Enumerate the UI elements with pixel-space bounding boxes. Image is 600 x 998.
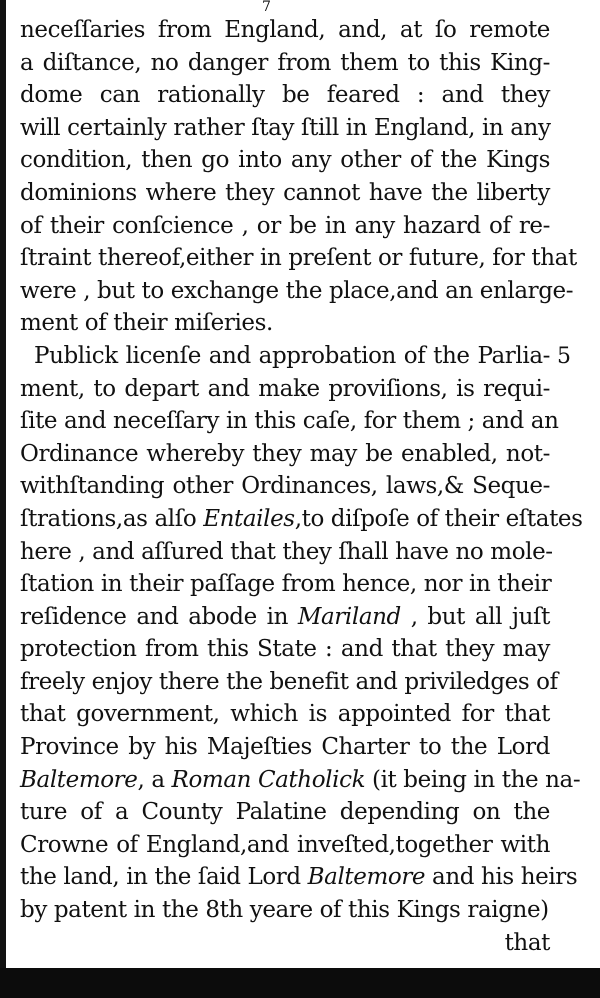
- text-segment: will certainly rather ſtay ſtill in England, in any: [20, 114, 551, 141]
- text-line: [20, 764, 581, 797]
- catchword: that: [504, 929, 550, 956]
- text-line: [20, 177, 550, 210]
- text-line: [20, 601, 550, 634]
- text-segment: neceſſaries from England, and, at ſo remote: [20, 17, 550, 43]
- text-line: [20, 666, 558, 699]
- text-line: [20, 731, 550, 764]
- text-segment: Province by his Majeſties Charter to the Lord: [20, 734, 550, 761]
- text-line: [20, 861, 578, 894]
- text-segment: ,to diſpoſe of their eſtates: [294, 505, 583, 532]
- text-line: [20, 405, 559, 438]
- text-line: [20, 307, 550, 340]
- text-segment: ſtraint thereof,either in preſent or future, for that: [20, 245, 577, 272]
- text-segment: protection from this State : and that they may: [20, 636, 550, 663]
- text-segment: ſtation in their paſſage from hence, nor in their: [20, 571, 552, 598]
- text-segment: that government, which is appointed for that: [20, 701, 550, 728]
- text-segment: dome can rationally be feared : and they: [20, 82, 550, 109]
- text-segment: and his heirs: [425, 864, 578, 891]
- text-line: [20, 144, 550, 177]
- text-segment: freely enjoy there the benefit and priviledges of: [20, 668, 558, 695]
- text-line: [20, 536, 553, 569]
- text-segment: withſtanding other Ordinances, laws,& Seque-: [20, 473, 550, 500]
- italic-text: Baltemore: [307, 864, 426, 891]
- text-line: [20, 47, 550, 80]
- scan-edge-bottom: [0, 968, 600, 998]
- text-line: [20, 503, 583, 536]
- text-segment: condition, then go into any other of the Kings: [20, 147, 550, 174]
- text-segment: Publick licenſe and approbation of the Parlia-: [34, 342, 550, 369]
- body-text: [20, 14, 583, 959]
- text-line: [20, 633, 550, 666]
- text-segment: ſtrations,as alſo: [20, 505, 204, 532]
- text-line: [20, 470, 550, 503]
- text-line: [20, 242, 577, 275]
- text-segment: here , and aſſured that they ſhall have no mole-: [20, 538, 553, 565]
- text-segment: dominions where they cannot have the liberty: [20, 179, 550, 206]
- text-segment: a diſtance, no danger from them to this King-: [20, 49, 550, 76]
- text-line: [20, 829, 550, 862]
- text-segment: were , but to exchange the place,and an enlarge-: [20, 277, 574, 304]
- text-segment: the land, in the ſaid Lord: [20, 864, 308, 891]
- text-line: [20, 112, 550, 145]
- text-line: [20, 438, 550, 471]
- italic-text: Mariland: [297, 603, 401, 630]
- scan-edge-left: [0, 0, 6, 998]
- italic-text: Roman Catholick: [171, 766, 366, 793]
- text-segment: ture of a County Palatine depending on the: [20, 799, 550, 826]
- page-mark: 7: [262, 0, 271, 15]
- text-segment: Crowne of England,and inveſted,together with: [20, 831, 550, 858]
- margin-number: 5: [557, 344, 571, 369]
- text-segment: , but all juſt: [400, 603, 550, 630]
- text-line: [20, 275, 574, 308]
- text-line: [20, 210, 550, 243]
- text-segment: Ordinance whereby they may be enabled, not-: [20, 440, 550, 467]
- text-line: [20, 568, 550, 601]
- text-segment: ſite and neceſſary in this caſe, for them ; and an: [20, 408, 559, 435]
- italic-text: Entailes: [203, 505, 295, 532]
- text-line: [20, 698, 550, 731]
- text-segment: (it being in the na-: [365, 766, 581, 793]
- text-segment: ment, to depart and make proviſions, is requi-: [20, 375, 550, 402]
- text-line: [20, 894, 550, 927]
- text-segment: by patent in the 8th yeare of this Kings raigne): [20, 897, 549, 924]
- text-line: [20, 14, 550, 47]
- text-segment: of their conſcience , or be in any hazard of re-: [20, 212, 550, 239]
- text-line: [20, 373, 550, 406]
- text-segment: reſidence and abode in: [20, 603, 298, 630]
- italic-text: Baltemore: [20, 766, 138, 793]
- text-line: [20, 79, 550, 112]
- text-line: [20, 796, 550, 829]
- text-segment: ment of their miſeries.: [20, 310, 273, 337]
- text-segment: , a: [137, 766, 172, 793]
- text-line: [20, 340, 550, 373]
